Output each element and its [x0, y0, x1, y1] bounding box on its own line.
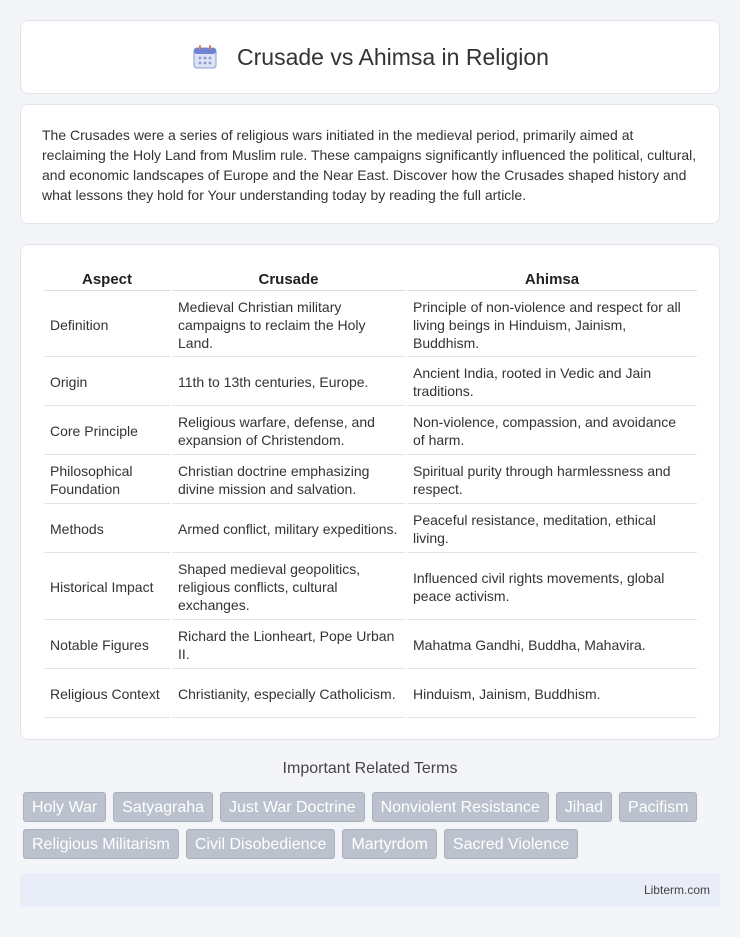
table-row: [44, 506, 697, 553]
header-aspect: Aspect: [44, 267, 170, 291]
tag-civil-disobedience[interactable]: Civil Disobedience: [186, 829, 336, 859]
cell-crusade: Christian doctrine emphasizing divine mission and salvation.: [172, 457, 405, 504]
cell-ahimsa: Mahatma Gandhi, Buddha, Mahavira.: [407, 622, 697, 669]
cell-crusade: Armed conflict, military expeditions.: [172, 506, 405, 553]
table-row: [44, 457, 697, 504]
cell-ahimsa: Spiritual purity through harmlessness and respect.: [407, 457, 697, 504]
footer: [20, 873, 720, 907]
cell-aspect: Definition: [44, 293, 170, 357]
related-terms-list: [23, 792, 723, 859]
cell-aspect: Religious Context: [44, 671, 170, 718]
tag-holy-war[interactable]: Holy War: [23, 792, 106, 822]
cell-crusade: Christianity, especially Catholicism.: [172, 671, 405, 718]
table-row: [44, 359, 697, 406]
cell-ahimsa: Non-violence, compassion, and avoidance of harm.: [407, 408, 697, 455]
header-crusade: Crusade: [172, 267, 405, 291]
cell-aspect: Core Principle: [44, 408, 170, 455]
comparison-table: [42, 265, 699, 720]
cell-aspect: Historical Impact: [44, 555, 170, 620]
tag-sacred-violence[interactable]: Sacred Violence: [444, 829, 578, 859]
tag-satyagraha[interactable]: Satyagraha: [113, 792, 213, 822]
cell-ahimsa: Principle of non-violence and respect for all living beings in Hinduism, Jainism, Buddhism.: [407, 293, 697, 357]
cell-aspect: Origin: [44, 359, 170, 406]
table-row: [44, 622, 697, 669]
cell-crusade: Religious warfare, defense, and expansion of Christendom.: [172, 408, 405, 455]
tag-nonviolent-resistance[interactable]: Nonviolent Resistance: [372, 792, 549, 822]
cell-crusade: Shaped medieval geopolitics, religious conflicts, cultural exchanges.: [172, 555, 405, 620]
title-wrap: [191, 43, 549, 71]
related-terms-title: Important Related Terms: [282, 760, 458, 777]
table-header-row: [44, 267, 697, 291]
cell-aspect: Philosophical Foundation: [44, 457, 170, 504]
table-row: [44, 555, 697, 620]
tag-pacifism[interactable]: Pacifism: [619, 792, 697, 822]
calendar-icon: [191, 43, 219, 71]
cell-aspect: Methods: [44, 506, 170, 553]
intro-text: The Crusades were a series of religious wars initiated in the medieval period, primarily aimed at reclaiming the Holy Land from Muslim rule. These campaigns significantly influenced the political, cultural, and economic landscapes of Europe and the Near East. Discover how the Crusades shaped history and what lessons they hold for Your understanding today by reading the full article.: [42, 127, 697, 203]
footer-brand-link[interactable]: Libterm.com: [643, 883, 710, 897]
tag-religious-militarism[interactable]: Religious Militarism: [23, 829, 179, 859]
cell-aspect: Notable Figures: [44, 622, 170, 669]
tag-jihad[interactable]: Jihad: [556, 792, 612, 822]
cell-crusade: Medieval Christian military campaigns to reclaim the Holy Land.: [172, 293, 405, 357]
table-row: [44, 293, 697, 357]
cell-ahimsa: Peaceful resistance, meditation, ethical living.: [407, 506, 697, 553]
header-card: [20, 20, 720, 94]
table-row: [44, 408, 697, 455]
cell-ahimsa: Ancient India, rooted in Vedic and Jain traditions.: [407, 359, 697, 406]
page-title: Crusade vs Ahimsa in Religion: [237, 43, 549, 70]
comparison-table-card: [20, 244, 720, 740]
table-row: [44, 671, 697, 718]
cell-crusade: Richard the Lionheart, Pope Urban II.: [172, 622, 405, 669]
tag-just-war-doctrine[interactable]: Just War Doctrine: [220, 792, 365, 822]
tag-martyrdom[interactable]: Martyrdom: [342, 829, 436, 859]
cell-ahimsa: Influenced civil rights movements, global peace activism.: [407, 555, 697, 620]
intro-card: [20, 104, 720, 224]
cell-crusade: 11th to 13th centuries, Europe.: [172, 359, 405, 406]
header-ahimsa: Ahimsa: [407, 267, 697, 291]
cell-ahimsa: Hinduism, Jainism, Buddhism.: [407, 671, 697, 718]
